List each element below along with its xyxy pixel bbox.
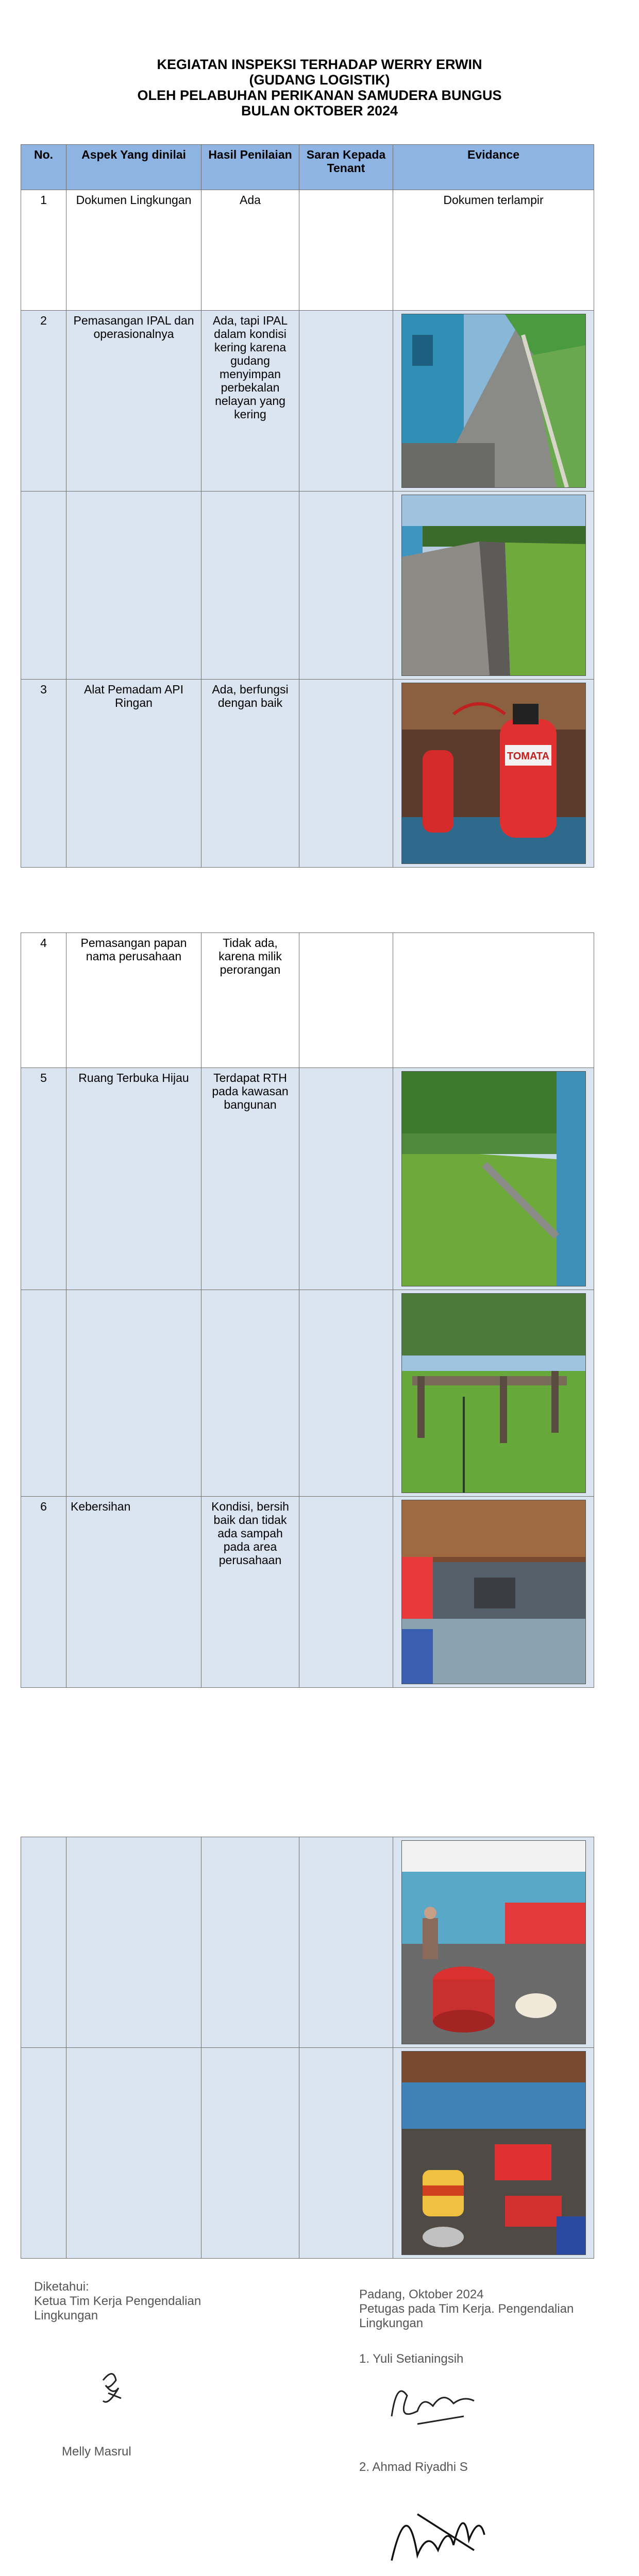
right-role: Petugas pada Tim Kerja. Pengendalian Lingkungan [359, 2302, 574, 2330]
row-evidence [393, 680, 594, 868]
row-no: 1 [21, 190, 66, 311]
row-evidence [393, 2048, 594, 2259]
warehouse-interior-photo [401, 1840, 586, 2044]
row-no: 3 [21, 680, 66, 868]
right-signature-image-1 [386, 2375, 479, 2432]
right-signer-name-1: 1. Yuli Setianingsih [359, 2352, 464, 2366]
fire-extinguisher-photo [401, 683, 586, 864]
warehouse-cleanliness-photo [401, 1500, 586, 1684]
row-no: 4 [21, 933, 66, 1068]
row-saran [299, 1497, 393, 1688]
inspection-table-part-1 [21, 144, 594, 868]
right-signature-image-2 [386, 2483, 490, 2571]
warehouse-equipment-photo [401, 2051, 586, 2255]
row-hasil: Ada, tapi IPAL dalam kondisi kering karena gudang menyimpan perbekalan nelayan yang kering [201, 311, 299, 492]
title-line-3: OLEH PELABUHAN PERIKANAN SAMUDERA BUNGUS [137, 88, 502, 103]
place-date: Padang, Oktober 2024 [359, 2287, 484, 2301]
row-no: 5 [21, 1068, 66, 1290]
row-aspek: Dokumen Lingkungan [66, 190, 201, 311]
row-saran [299, 311, 393, 492]
green-space-fence-photo [401, 1293, 586, 1493]
title-line-1: KEGIATAN INSPEKSI TERHADAP WERRY ERWIN [157, 57, 482, 72]
table-row [21, 933, 594, 1068]
row-aspek: Alat Pemadam API Ringan [66, 680, 201, 868]
col-header-aspek: Aspek Yang dinilai [66, 145, 201, 190]
row-hasil: Terdapat RTH pada kawasan bangunan [201, 1068, 299, 1290]
row-hasil: Ada [201, 190, 299, 311]
col-header-hasil: Hasil Penilaian [201, 145, 299, 190]
right-signature-block [359, 2287, 607, 2331]
row-evidence [393, 1837, 594, 2048]
ipal-photo [401, 314, 586, 488]
row-hasil: Tidak ada, karena milik perorangan [201, 933, 299, 1068]
row-saran [299, 1068, 393, 1290]
row-evidence [393, 311, 594, 492]
table-row [21, 1497, 594, 1688]
row-no: 6 [21, 1497, 66, 1688]
ipal-channel-photo [401, 495, 586, 676]
right-signer-name-2: 2. Ahmad Riyadhi S [359, 2460, 468, 2474]
document-title [0, 57, 639, 118]
left-signature-image [93, 2365, 129, 2421]
row-hasil: Ada, berfungsi dengan baik [201, 680, 299, 868]
table-row [21, 311, 594, 492]
col-header-evidance: Evidance [393, 145, 594, 190]
left-signature-block [34, 2280, 230, 2323]
left-role: Ketua Tim Kerja Pengendalian Lingkungan [34, 2294, 201, 2323]
table-row [21, 680, 594, 868]
table-row [21, 492, 594, 680]
row-saran [299, 680, 393, 868]
row-aspek: Pemasangan IPAL dan operasionalnya [66, 311, 201, 492]
table-row [21, 1290, 594, 1497]
row-aspek: Kebersihan [66, 1497, 201, 1688]
table-row [21, 1837, 594, 2048]
table-row [21, 1068, 594, 1290]
row-no: 2 [21, 311, 66, 492]
row-evidence [393, 933, 594, 1068]
green-space-photo [401, 1071, 586, 1286]
row-aspek: Pemasangan papan nama perusahaan [66, 933, 201, 1068]
row-evidence [393, 492, 594, 680]
left-signer-name: Melly Masrul [62, 2445, 131, 2459]
col-header-saran: Saran Kepada Tenant [299, 145, 393, 190]
col-header-no: No. [21, 145, 66, 190]
row-evidence [393, 1497, 594, 1688]
title-line-2: (GUDANG LOGISTIK) [249, 72, 390, 88]
inspection-table-part-3 [21, 1837, 594, 2259]
row-evidence: Dokumen terlampir [393, 190, 594, 311]
title-line-4: BULAN OKTOBER 2024 [241, 103, 398, 118]
table-row [21, 190, 594, 311]
table-row [21, 2048, 594, 2259]
inspection-table-part-2 [21, 933, 594, 1688]
row-aspek: Ruang Terbuka Hijau [66, 1068, 201, 1290]
extinguisher-brand-label: TOMATA [507, 751, 549, 762]
row-evidence [393, 1068, 594, 1290]
row-evidence [393, 1290, 594, 1497]
known-label: Diketahui: [34, 2280, 89, 2294]
row-hasil: Kondisi, bersih baik dan tidak ada sampah pada area perusahaan [201, 1497, 299, 1688]
row-saran [299, 190, 393, 311]
row-saran [299, 933, 393, 1068]
